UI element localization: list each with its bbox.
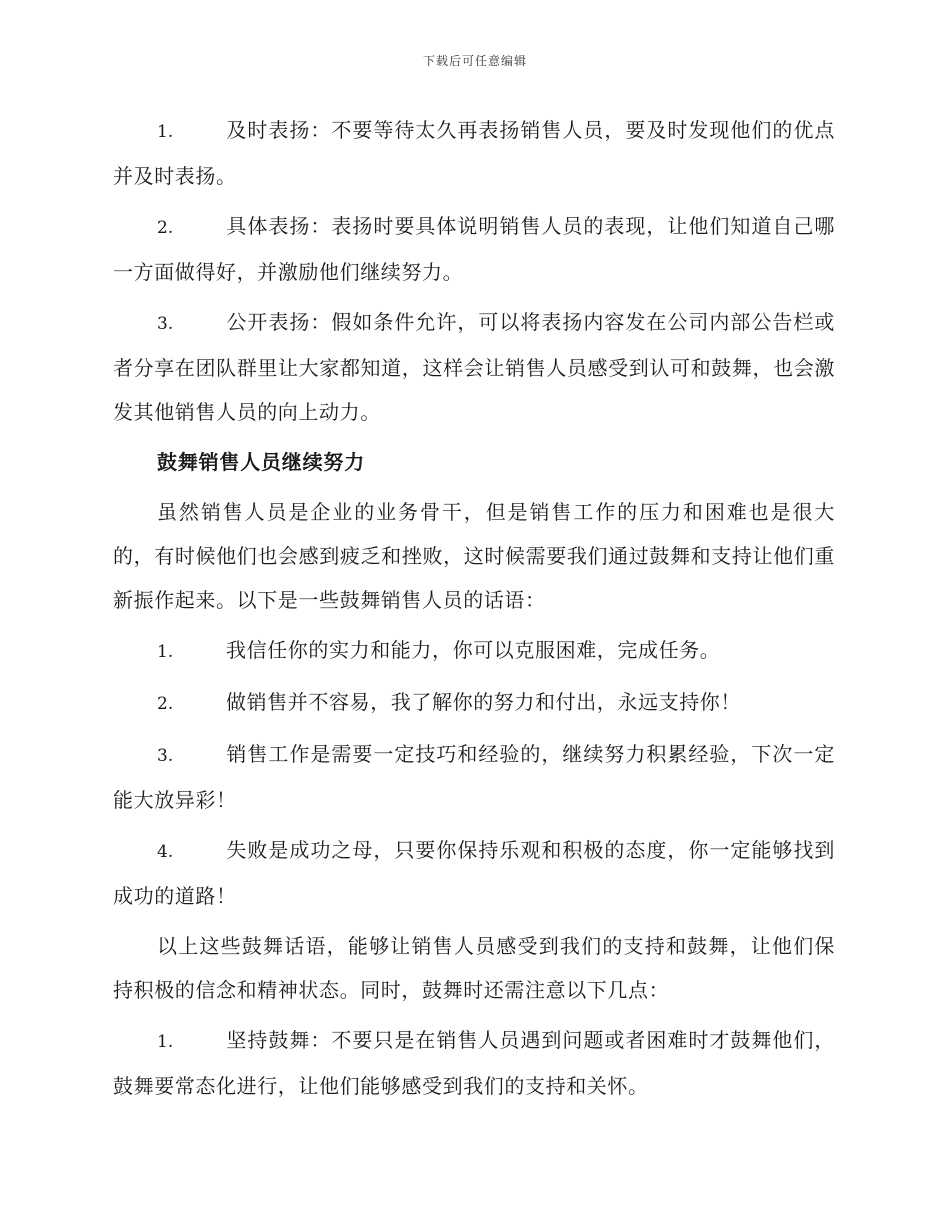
list-number: 1. bbox=[157, 642, 174, 662]
list-number: 3. bbox=[157, 314, 174, 334]
list-text: 坚持鼓舞：不要只是在销售人员遇到问题或者困难时才鼓舞他们，鼓舞要常态化进行，让他们能够感受到我们的支持和关怀。 bbox=[113, 1028, 835, 1098]
list-text: 我信任你的实力和能力，你可以克服困难，完成任务。 bbox=[226, 638, 721, 662]
summary-paragraph: 以上这些鼓舞话语，能够让销售人员感受到我们的支持和鼓舞，让他们保持积极的信念和精神状态。同时，鼓舞时还需注意以下几点： bbox=[113, 934, 835, 1002]
list-item-encourage-4 bbox=[113, 828, 835, 918]
list-number: 4. bbox=[157, 842, 174, 862]
list-text: 公开表扬：假如条件允许，可以将表扬内容发在公司内部公告栏或者分享在团队群里让大家都知道，这样会让销售人员感受到认可和鼓舞，也会激发其他销售人员的向上动力。 bbox=[113, 310, 835, 424]
list-item-encourage-1 bbox=[113, 628, 835, 674]
list-text: 做销售并不容易，我了解你的努力和付出，永远支持你！ bbox=[226, 690, 741, 714]
list-text: 及时表扬：不要等待太久再表扬销售人员，要及时发现他们的优点并及时表扬。 bbox=[113, 118, 835, 188]
section-heading: 鼓舞销售人员继续努力 bbox=[157, 450, 365, 474]
list-item-praise-3 bbox=[113, 300, 835, 434]
list-text: 失败是成功之母，只要你保持乐观和积极的态度，你一定能够找到成功的道路！ bbox=[113, 838, 835, 908]
list-text: 具体表扬：表扬时要具体说明销售人员的表现，让他们知道自己哪一方面做得好，并激励他们继续努力。 bbox=[113, 214, 835, 284]
list-number: 2. bbox=[157, 694, 174, 714]
list-item-encourage-3 bbox=[113, 732, 835, 822]
list-number: 2. bbox=[157, 218, 174, 238]
intro-paragraph: 虽然销售人员是企业的业务骨干，但是销售工作的压力和困难也是很大的，有时候他们也会感到疲乏和挫败，这时候需要我们通过鼓舞和支持让他们重新振作起来。以下是一些鼓舞销售人员的话语： bbox=[113, 500, 835, 612]
document-body bbox=[113, 108, 835, 1114]
list-number: 1. bbox=[157, 1032, 174, 1052]
list-number: 1. bbox=[157, 122, 174, 142]
list-item-praise-2 bbox=[113, 204, 835, 294]
list-item-praise-1 bbox=[113, 108, 835, 198]
list-number: 3. bbox=[157, 746, 174, 766]
list-item-encourage-2 bbox=[113, 680, 835, 726]
list-text: 销售工作是需要一定技巧和经验的，继续努力积累经验，下次一定能大放异彩！ bbox=[113, 742, 835, 812]
list-item-notes-1 bbox=[113, 1018, 835, 1108]
page-header: 下载后可任意编辑 bbox=[422, 54, 527, 68]
